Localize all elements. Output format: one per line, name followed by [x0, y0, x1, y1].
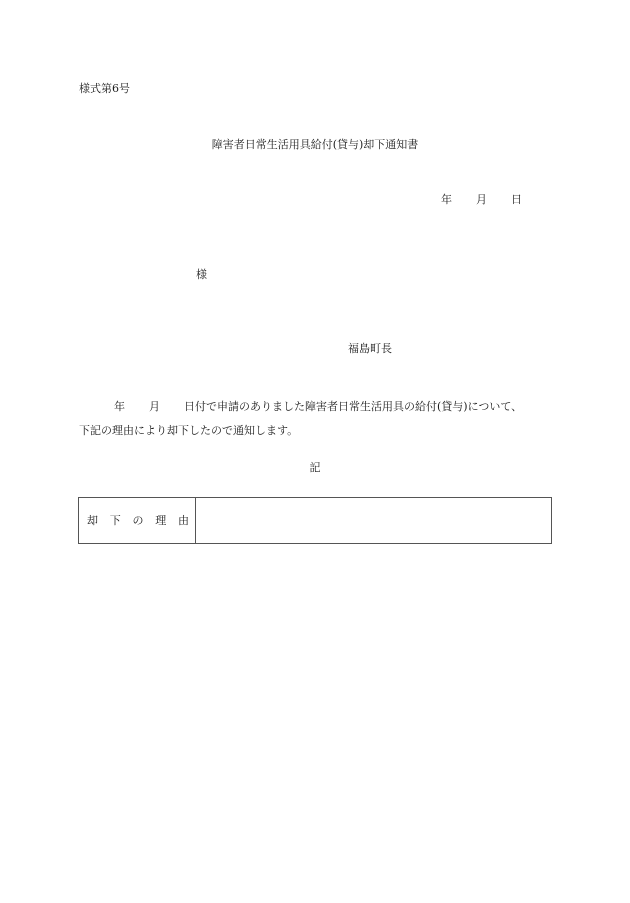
body-month-label: 月	[149, 400, 160, 413]
body-year-label: 年	[114, 400, 125, 413]
reason-label-char: 由	[178, 514, 189, 527]
reason-value-cell	[196, 498, 551, 543]
reason-label-char: 却	[87, 514, 98, 527]
date-year-label: 年	[441, 193, 452, 206]
form-number: 様式第6号	[79, 82, 130, 95]
issuer-name: 福島町長	[348, 342, 392, 355]
reason-label-char: 理	[155, 514, 167, 527]
body-line-2: 下記の理由により却下したので通知します。	[79, 424, 299, 437]
record-heading: 記	[309, 461, 321, 474]
body-line1-text: 日付で申請のありました障害者日常生活用具の給付(貸与)について、	[184, 400, 523, 413]
date-month-label: 月	[476, 193, 487, 206]
document-title: 障害者日常生活用具給付(貸与)却下通知書	[211, 138, 419, 151]
reason-label-char: の	[132, 514, 144, 527]
addressee-honorific: 様	[196, 268, 207, 281]
reason-table	[78, 497, 552, 544]
date-day-label: 日	[511, 193, 522, 206]
body-line-1	[114, 401, 522, 412]
reason-label-cell	[79, 498, 196, 543]
reason-label-char: 下	[109, 514, 121, 527]
